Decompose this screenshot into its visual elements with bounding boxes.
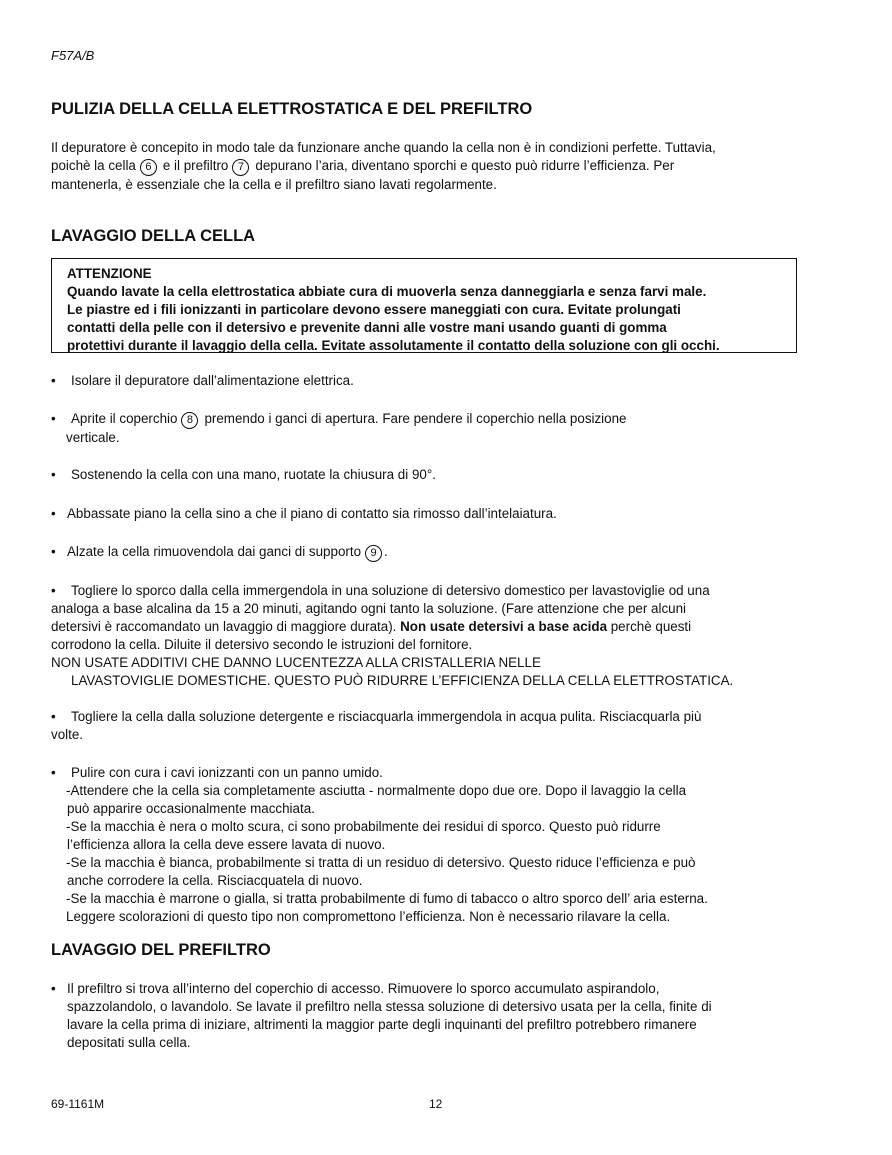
step-text: . (384, 544, 388, 559)
bullet: • (51, 373, 56, 388)
warning-line: protettivi durante il lavaggio della cella. Evitate assolutamente il contatto della soluzione con gli occhi. (67, 338, 720, 353)
bullet: • (51, 506, 56, 521)
step-clean-wires (51, 764, 811, 926)
step-lift-cell (51, 543, 811, 562)
callout-number-cover: 8 (181, 412, 198, 429)
step-text: LAVASTOVIGLIE DOMESTICHE. QUESTO PUÒ RIDURRE L’EFFICIENZA DELLA CELLA ELETTROSTATICA. (71, 673, 734, 688)
step-text: Sostenendo la cella con una mano, ruotate la chiusura di 90°. (71, 467, 436, 482)
bullet: • (51, 544, 56, 559)
step-text: anche corrodere la cella. Risciacquatela di nuovo. (67, 873, 363, 888)
warning-heading: ATTENZIONE (67, 266, 152, 281)
callout-number-hooks: 9 (365, 545, 382, 562)
intro-line-1: Il depuratore è concepito in modo tale da funzionare anche quando la cella non è in condizioni perfette. Tuttavia, (51, 140, 716, 155)
step-text (51, 618, 811, 636)
bullet: • (51, 981, 56, 996)
step-text: l’efficienza allora la cella deve essere lavata di nuovo. (67, 837, 386, 852)
step-isolate-power (51, 372, 811, 390)
step-text: volte. (51, 727, 84, 742)
step-text: verticale. (66, 430, 120, 445)
intro-line-3: mantenerla, è essenziale che la cella e il prefiltro siano lavati regolarmente. (51, 177, 497, 192)
step-text: Aprite il coperchio (71, 411, 178, 426)
section-title-cell-washing: LAVAGGIO DELLA CELLA (51, 227, 256, 245)
warning-line: Quando lavate la cella elettrostatica abbiate cura di muoverla senza danneggiarla e senza farvi male. (67, 284, 707, 299)
step-rinse-cell (51, 708, 811, 744)
step-text: Pulire con cura i cavi ionizzanti con un panno umido. (71, 765, 383, 780)
step-text: Leggere scolorazioni di questo tipo non compromettono l’efficienza. Non è necessario rilavare la cella. (66, 909, 671, 924)
step-text: lavare la cella prima di iniziare, altrimenti la maggior parte degli inquinanti del prefiltro potrebbero rimanere (67, 1017, 697, 1032)
step-prefilter (51, 980, 811, 1052)
step-text: -Se la macchia è nera o molto scura, ci sono probabilmente dei residui di sporco. Questo può ridurre (66, 819, 661, 834)
intro-paragraph (51, 139, 811, 194)
footer-page-number: 12 (429, 1097, 443, 1111)
warning-box (51, 258, 797, 353)
intro-text: e il prefiltro (162, 158, 229, 173)
step-text: -Attendere che la cella sia completamente asciutta - normalmente dopo due ore. Dopo il lavaggio la cella (66, 783, 687, 798)
step-text: analoga a base alcalina da 15 a 20 minuti, agitando ogni tanto la soluzione. (Fare attenzione che per alcuni (51, 601, 687, 616)
step-lower-cell (51, 505, 811, 523)
step-text: Abbassate piano la cella sino a che il piano di contatto sia rimosso dall’intelaiatura. (67, 506, 557, 521)
callout-number-prefilter: 7 (232, 159, 249, 176)
bullet: • (51, 709, 56, 724)
step-text: Alzate la cella rimuovendola dai ganci di supporto (67, 544, 362, 559)
step-text: NON USATE ADDITIVI CHE DANNO LUCENTEZZA ALLA CRISTALLERIA NELLE (51, 655, 541, 670)
callout-number-cell: 6 (140, 159, 157, 176)
intro-line-2 (51, 157, 811, 176)
section-title-prefilter-washing: LAVAGGIO DEL PREFILTRO (51, 941, 271, 959)
step-text: depositati sulla cella. (67, 1035, 191, 1050)
step-text: -Se la macchia è bianca, probabilmente si tratta di un residuo di detersivo. Questo riduce l’efficienza e può (66, 855, 696, 870)
step-text: perchè questi (607, 619, 692, 634)
step-text: Il prefiltro si trova all’interno del coperchio di accesso. Rimuovere lo sporco accumulato aspirandolo, (67, 981, 660, 996)
footer-doc-number: 69-1161M (51, 1097, 105, 1111)
intro-text: depurano l’aria, diventano sporchi e questo può ridurre l’efficienza. Per (255, 158, 675, 173)
step-text: -Se la macchia è marrone o gialla, si tratta probabilmente di fumo di tabacco o altro sporco dell’ aria esterna. (66, 891, 708, 906)
intro-text: poichè la cella (51, 158, 136, 173)
step-text: Isolare il depuratore dall’alimentazione elettrica. (71, 373, 354, 388)
bullet: • (51, 467, 56, 482)
warning-line: contatti della pelle con il detersivo e prevenite danni alle vostre mani usando guanti di gomma (67, 320, 667, 335)
step-text: corrodono la cella. Diluite il detersivo secondo le istruzioni del fornitore. (51, 637, 473, 652)
step-text: Togliere lo sporco dalla cella immergendola in una soluzione di detersivo domestico per lavastoviglie od una (71, 583, 710, 598)
bullet: • (51, 411, 56, 426)
step-text: detersivi è raccomandato un lavaggio di maggiore durata). (51, 619, 401, 634)
warning-no-acid: Non usate detersivi a base acida (400, 619, 608, 634)
bullet: • (51, 765, 56, 780)
step-text: premendo i ganci di apertura. Fare pendere il coperchio nella posizione (204, 411, 627, 426)
model-code: F57A/B (51, 48, 95, 63)
warning-line: Le piastre ed i fili ionizzanti in particolare devono essere maneggiati con cura. Evitate prolungati (67, 302, 681, 317)
bullet: • (51, 583, 56, 598)
step-rotate-lock (51, 466, 811, 484)
step-text: Togliere la cella dalla soluzione detergente e risciacquarla immergendola in acqua pulita. Risciacquarla più (71, 709, 702, 724)
step-text: spazzolandolo, o lavandolo. Se lavate il prefiltro nella stessa soluzione di detersivo usata per la cella, finite di (67, 999, 712, 1014)
step-text: può apparire occasionalmente macchiata. (67, 801, 315, 816)
step-soak-cell (51, 582, 811, 690)
section-title-cleaning: PULIZIA DELLA CELLA ELETTROSTATICA E DEL PREFILTRO (51, 100, 533, 118)
step-open-cover (51, 410, 811, 447)
